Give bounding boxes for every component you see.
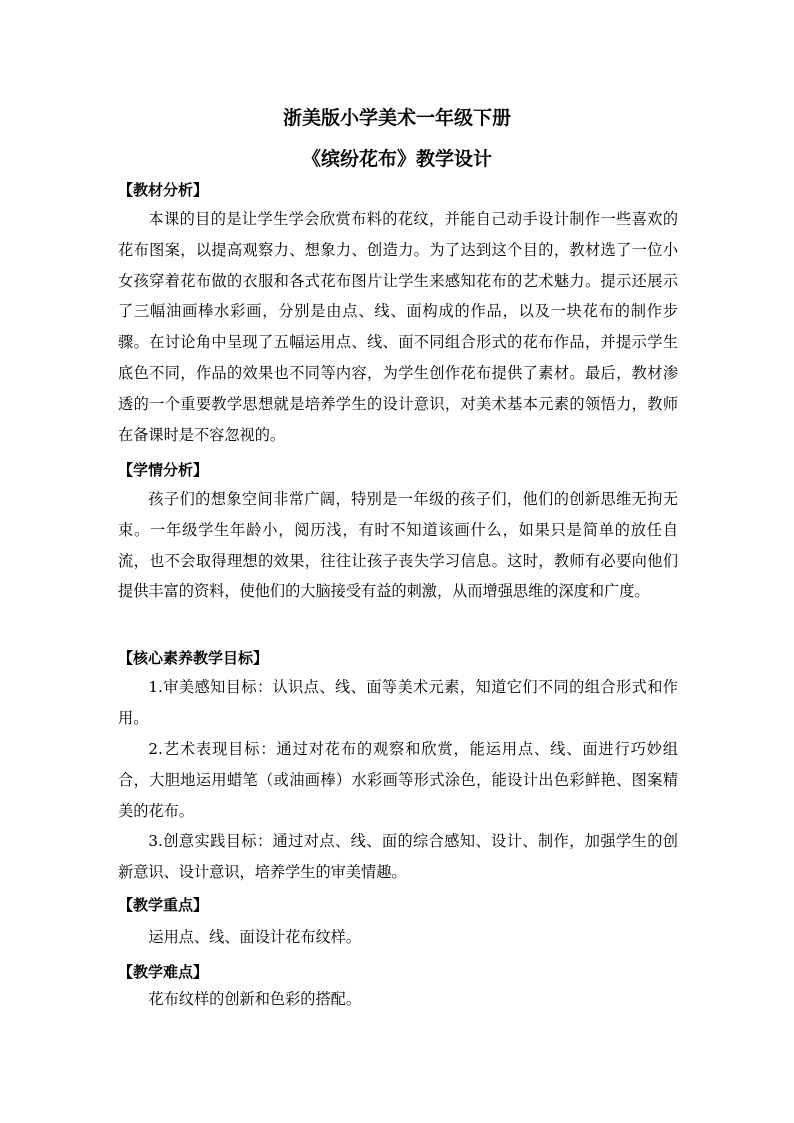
- document-subtitle: 《缤纷花布》教学设计: [301, 148, 492, 170]
- section-heading-teaching-focus: 【教学重点】: [118, 896, 209, 914]
- paragraph-teaching-focus: 运用点、线、面设计花布纹样。: [148, 928, 362, 946]
- section-heading-student-analysis: 【学情分析】: [118, 461, 209, 479]
- objective-creative-practice: 3.创意实践目标：通过对点、线、面的综合感知、设计、制作，加强学生的创新意识、设计意识，培养学生的审美情趣。: [118, 832, 678, 881]
- section-heading-core-objectives: 【核心素养教学目标】: [118, 649, 269, 667]
- paragraph-student-analysis: 孩子们的想象空间非常广阔，特别是一年级的孩子们，他们的创新思维无拘无束。一年级学生年龄小，阅历浅，有时不知道该画什么，如果只是简单的放任自流，也不会取得理想的效果，往往让孩子丧失学习信息。这时，教师有必要向他们提供丰富的资料，使他们的大脑接受有益的刺激，从而增强思维的深度和广度。: [118, 490, 678, 601]
- section-heading-textbook-analysis: 【教材分析】: [118, 181, 209, 199]
- paragraph-teaching-difficulty: 花布纹样的创新和色彩的搭配。: [148, 990, 362, 1008]
- document-title: 浙美版小学美术一年级下册: [282, 107, 511, 129]
- objective-aesthetic-perception: 1.审美感知目标：认识点、线、面等美术元素，知道它们不同的组合形式和作用。: [118, 678, 678, 727]
- section-heading-teaching-difficulty: 【教学难点】: [118, 963, 209, 981]
- paragraph-textbook-analysis: 本课的目的是让学生学会欣赏布料的花纹，并能自己动手设计制作一些喜欢的花布图案，以提高观察力、想象力、创造力。为了达到这个目的，教材选了一位小女孩穿着花布做的衣服和各式花布图片让学生来感知花布的艺术魅力。提示还展示了三幅油画棒水彩画，分别是由点、线、面构成的作品，以及一块花布的制作步骤。在讨论角中呈现了五幅运用点、线、面不同组合形式的花布作品，并提示学生底色不同，作品的效果也不同等内容，为学生创作花布提供了素材。最后，教材渗透的一个重要教学思想就是培养学生的设计意识，对美术基本元素的领悟力，教师在备课时是不容忽视的。: [118, 210, 678, 444]
- objective-artistic-expression: 2.艺术表现目标：通过对花布的观察和欣赏，能运用点、线、面进行巧妙组合，大胆地运用蜡笔（或油画棒）水彩画等形式涂色，能设计出色彩鲜艳、图案精美的花布。: [118, 740, 678, 820]
